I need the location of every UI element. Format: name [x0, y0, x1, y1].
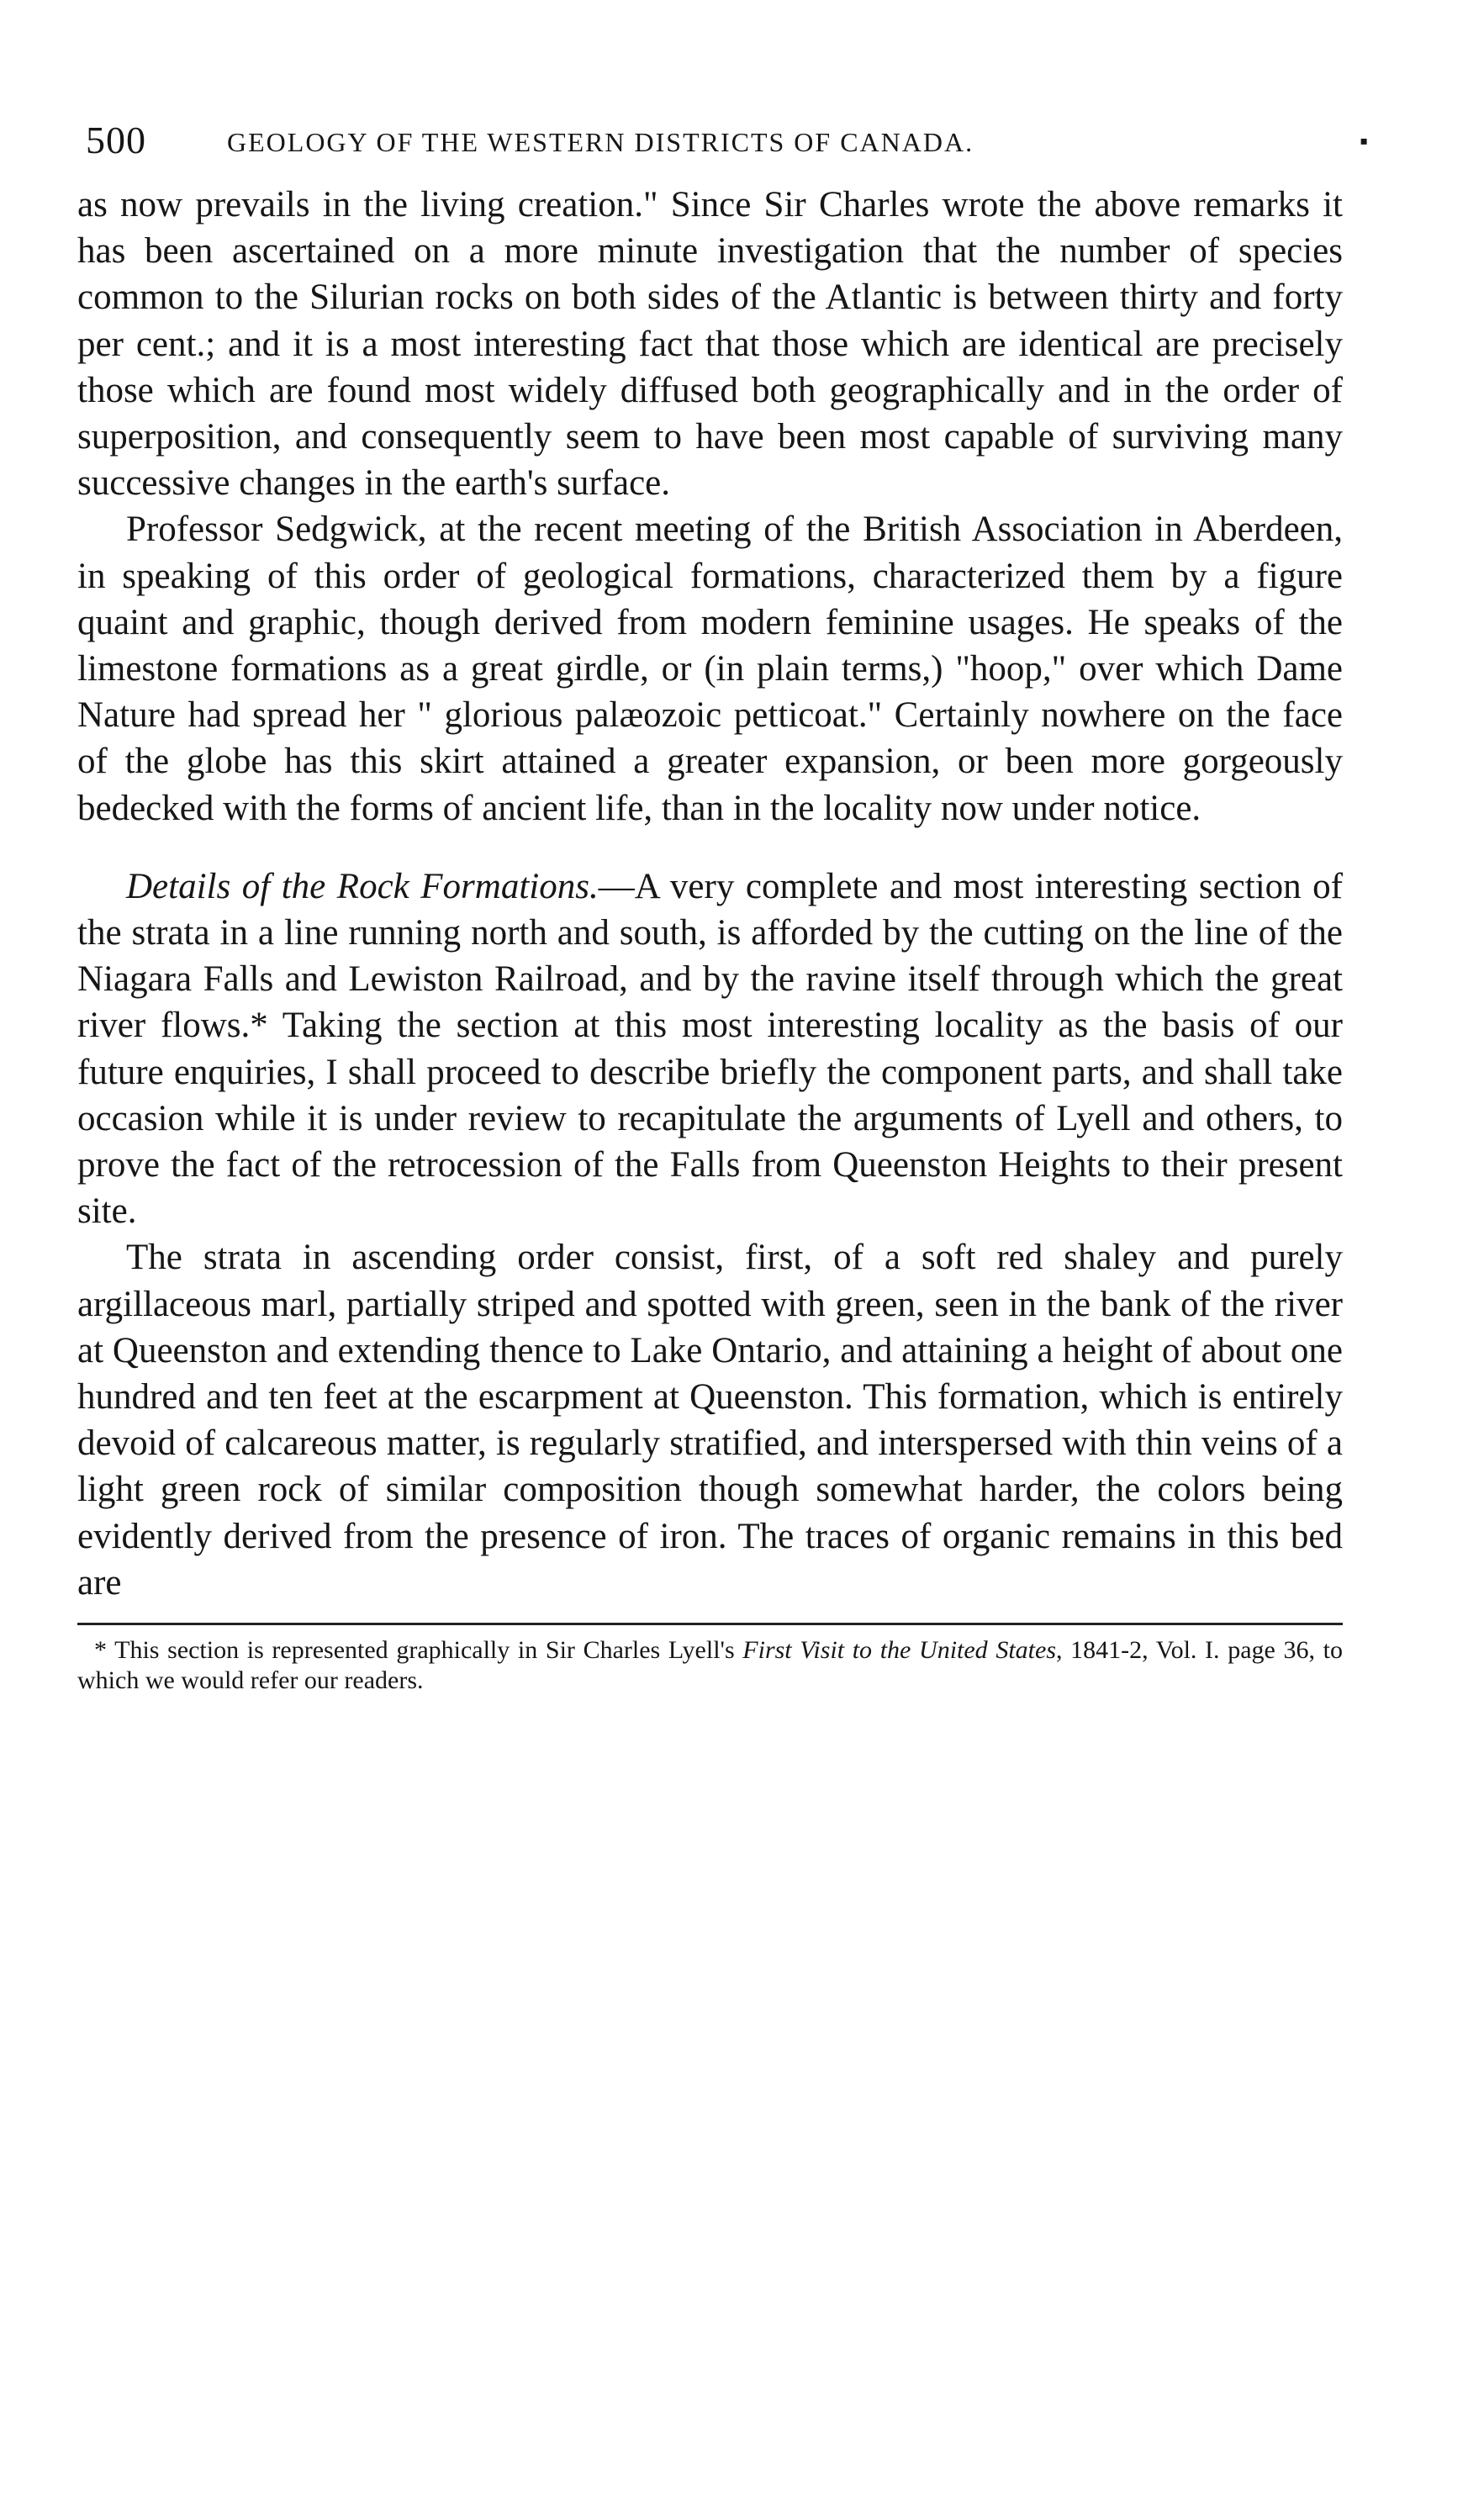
footnote-text-start: * This section is represented graphically in Sir Charles Lyell's [94, 1636, 743, 1665]
page-number: 500 [86, 119, 146, 161]
paragraph-sedgwick: Professor Sedgwick, at the recent meeting of the British Association in Aberdeen, in speaking of this order of geological formations, characterized them by a figure quaint and graphic, though derived from modern feminine usages. He speaks of the limestone formations as a great girdle, or (in plain terms,) "hoop," over which Dame Nature had spread her " glorious palæozoic petticoat." Certainly nowhere on the face of the globe has this skirt attained a greater expansion, or been more gorgeously bedecked with the forms of ancient life, than in the locality now under notice. [77, 510, 1343, 828]
footnote [77, 1635, 1343, 1696]
section-body: —A very complete and most interesting section of the strata in a line running north and south, is afforded by the cutting on the line of the Niagara Falls and Lewiston Railroad, and by the ravine itself through which the great river flows.* Taking the section at this most interesting locality as the basis of our future enquiries, I shall proceed to describe briefly the component parts, and shall take occasion while it is under review to recapitulate the arguments of Lyell and others, to prove the fact of the retrocession of the Falls from Queenston Heights to their present site. [77, 866, 1344, 1232]
footnote-divider [77, 1623, 1343, 1625]
running-head [77, 99, 1368, 182]
paragraph-rock-formations [77, 863, 1343, 1235]
section-subheading: Details of the Rock Formations. [126, 866, 599, 906]
body-text [77, 182, 1343, 1606]
printer-mark: ▪ [1360, 129, 1368, 155]
book-page [77, 99, 1368, 1696]
footnote-text-end: , 1841-2, Vol. I. page 36, to which we would refer our readers. [77, 1636, 1343, 1695]
running-head-title: GEOLOGY OF THE WESTERN DISTRICTS OF CANADA. [227, 127, 974, 157]
footnote-book-title: First Visit to the United States [742, 1636, 1056, 1665]
paragraph-strata: The strata in ascending order consist, first, of a soft red shaley and purely argillaceous marl, partially striped and spotted with green, seen in the bank of the river at Queenston and extending thence to Lake Ontario, and attaining a height of about one hundred and ten feet at the escarpment at Queenston. This formation, which is entirely devoid of calcareous matter, is regularly stratified, and interspersed with thin veins of a light green rock of similar composition though somewhat harder, the colors being evidently derived from the presence of iron. The traces of organic remains in this bed are [77, 1238, 1343, 1603]
paragraph-continued: as now prevails in the living creation." Since Sir Charles wrote the above remarks it has been ascertained on a more minute investigation that the number of species common to the Silurian rocks on both sides of the Atlantic is between thirty and forty per cent.; and it is a most interesting fact that those which are identical are precisely those which are found most widely diffused both geographically and in the order of superposition, and consequently seem to have been most capable of surviving many successive changes in the earth's surface. [77, 185, 1343, 504]
